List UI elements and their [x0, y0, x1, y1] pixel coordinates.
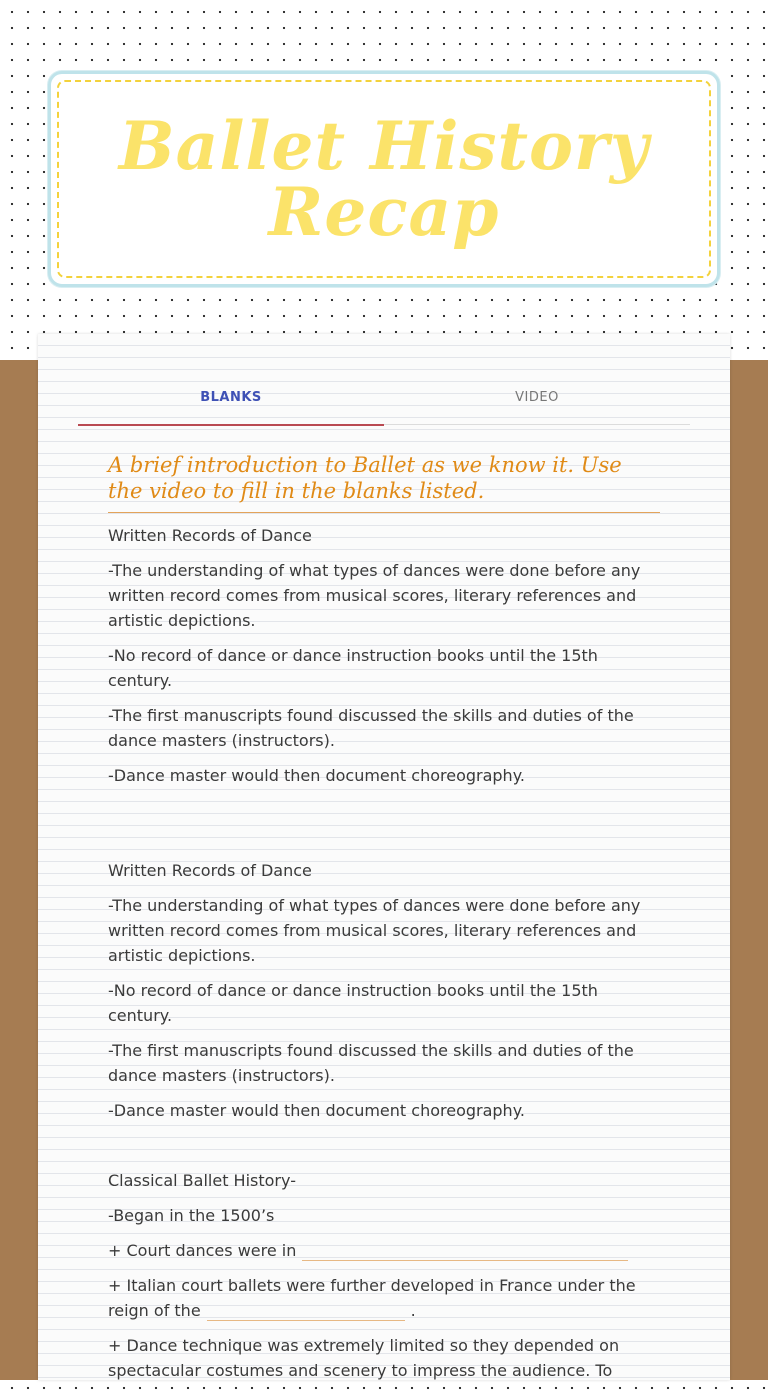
section-heading: Classical Ballet History- [108, 1171, 296, 1190]
worksheet-content [108, 452, 660, 1393]
paragraph: + Dance technique was extremely limited so they depended on spectacular costumes and scenery to impress the audience. To [108, 1336, 620, 1380]
intro-text: A brief introduction to Ballet as we know it. Use the video to fill in the blanks listed. [108, 452, 660, 513]
page-title-line-1: Ballet History [118, 107, 650, 185]
paragraph: -The understanding of what types of dances were done before any written record comes from musical scores, literary references and artistic depictions. [108, 896, 641, 965]
tab-bar [78, 382, 690, 425]
tab-video[interactable]: VIDEO [515, 390, 559, 405]
section-heading: Written Records of Dance [108, 526, 312, 545]
worksheet-paper [38, 334, 730, 1380]
paragraph-text: + Court dances were in [108, 1241, 297, 1260]
paragraph: -No record of dance or dance instruction books until the 15th century. [108, 646, 598, 690]
page-title [118, 107, 650, 251]
title-card [48, 71, 720, 287]
page-title-line-2: Recap [268, 173, 500, 251]
spacer [108, 1133, 660, 1168]
paragraph: -Dance master would then document choreography. [108, 766, 525, 785]
paragraph-text: + Italian court ballets were further developed in France under the reign of the [108, 1276, 636, 1320]
paragraph-with-blank [108, 1273, 660, 1323]
paragraph: -Dance master would then document choreography. [108, 1101, 525, 1120]
paragraph: -The first manuscripts found discussed the skills and duties of the dance masters (instructors). [108, 706, 634, 750]
tab-blanks[interactable]: BLANKS [78, 382, 384, 424]
fill-in-blank[interactable] [302, 1242, 628, 1261]
paragraph: -The understanding of what types of dances were done before any written record comes from musical scores, literary references and artistic depictions. [108, 561, 641, 630]
fill-in-blank[interactable] [207, 1302, 405, 1321]
paragraph: -Began in the 1500’s [108, 1206, 275, 1225]
spacer [108, 798, 660, 858]
period-text: . [410, 1301, 416, 1320]
title-card-border [57, 80, 711, 278]
paragraph: -The first manuscripts found discussed the skills and duties of the dance masters (instructors). [108, 1041, 634, 1085]
paragraph: -No record of dance or dance instruction books until the 15th century. [108, 981, 598, 1025]
section-heading: Written Records of Dance [108, 861, 312, 880]
paragraph-with-blank [108, 1238, 660, 1263]
